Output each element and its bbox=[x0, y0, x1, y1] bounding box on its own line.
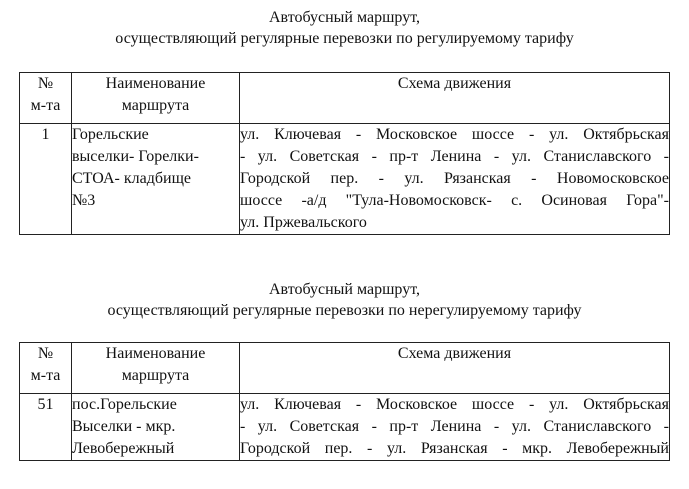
route-scheme-line: ул. Пржевальского bbox=[240, 214, 367, 231]
section-heading-regulated bbox=[0, 7, 689, 49]
route-name-line: выселки- Горелки- bbox=[72, 148, 199, 165]
route-table-regulated bbox=[19, 72, 670, 235]
column-header-name bbox=[72, 73, 240, 124]
route-scheme bbox=[240, 394, 670, 461]
route-scheme-line: шоссе -а/д "Тула-Новомосковск- с. Осиновая Гора"- bbox=[240, 192, 669, 209]
column-header-number bbox=[20, 73, 72, 124]
heading-line-2: осуществляющий регулярные перевозки по нерегулируемому тарифу bbox=[107, 302, 582, 319]
route-name bbox=[72, 394, 240, 461]
route-scheme bbox=[240, 124, 670, 235]
route-name-line: пос.Горельские bbox=[72, 396, 177, 413]
column-header-scheme-label: Схема движения bbox=[397, 75, 512, 92]
route-scheme-line: - ул. Советская - пр-т Ленина - ул. Станиславского - bbox=[240, 148, 669, 165]
heading-line-2: осуществляющий регулярные перевозки по регулируемому тарифу bbox=[115, 30, 574, 47]
route-scheme-line: Городской пер. - ул. Рязанская - мкр. Левобережный bbox=[240, 440, 669, 457]
column-header-name-line2: маршрута bbox=[121, 97, 190, 114]
route-name-line: №3 bbox=[72, 192, 96, 209]
table-header-row bbox=[20, 73, 670, 124]
column-header-name-line1: Наименование bbox=[105, 345, 206, 362]
heading-line-1: Автобусный маршрут, bbox=[268, 281, 420, 298]
column-header-number-line1: № bbox=[37, 345, 54, 362]
route-scheme-line: ул. Ключевая - Московское шоссе - ул. Октябрьская bbox=[240, 396, 669, 413]
section-heading-unregulated bbox=[0, 279, 689, 321]
column-header-scheme bbox=[240, 343, 670, 394]
route-name-line: Выселки - мкр. bbox=[72, 418, 176, 435]
table-row bbox=[20, 394, 670, 461]
column-header-scheme bbox=[240, 73, 670, 124]
column-header-name bbox=[72, 343, 240, 394]
route-scheme-line: - ул. Советская - пр-т Ленина - ул. Станиславского - bbox=[240, 418, 669, 435]
route-number: 51 bbox=[20, 394, 72, 461]
column-header-number-line2: м-та bbox=[30, 97, 61, 114]
route-name-line: Горельские bbox=[72, 126, 149, 143]
route-scheme-line: Городской пер. - ул. Рязанская - Новомосковское bbox=[240, 170, 669, 187]
route-name-line: СТОА- кладбище bbox=[72, 170, 191, 187]
route-table-unregulated bbox=[19, 342, 670, 461]
route-name bbox=[72, 124, 240, 235]
route-scheme-line: ул. Ключевая - Московское шоссе - ул. Октябрьская bbox=[240, 126, 669, 143]
table-header-row bbox=[20, 343, 670, 394]
column-header-number-line2: м-та bbox=[30, 367, 61, 384]
column-header-name-line1: Наименование bbox=[105, 75, 206, 92]
table-row bbox=[20, 124, 670, 235]
route-name-line: Левобережный bbox=[72, 440, 175, 457]
column-header-number-line1: № bbox=[37, 75, 54, 92]
heading-line-1: Автобусный маршрут, bbox=[268, 9, 420, 26]
column-header-scheme-label: Схема движения bbox=[397, 345, 512, 362]
route-number: 1 bbox=[20, 124, 72, 235]
column-header-name-line2: маршрута bbox=[121, 367, 190, 384]
column-header-number bbox=[20, 343, 72, 394]
